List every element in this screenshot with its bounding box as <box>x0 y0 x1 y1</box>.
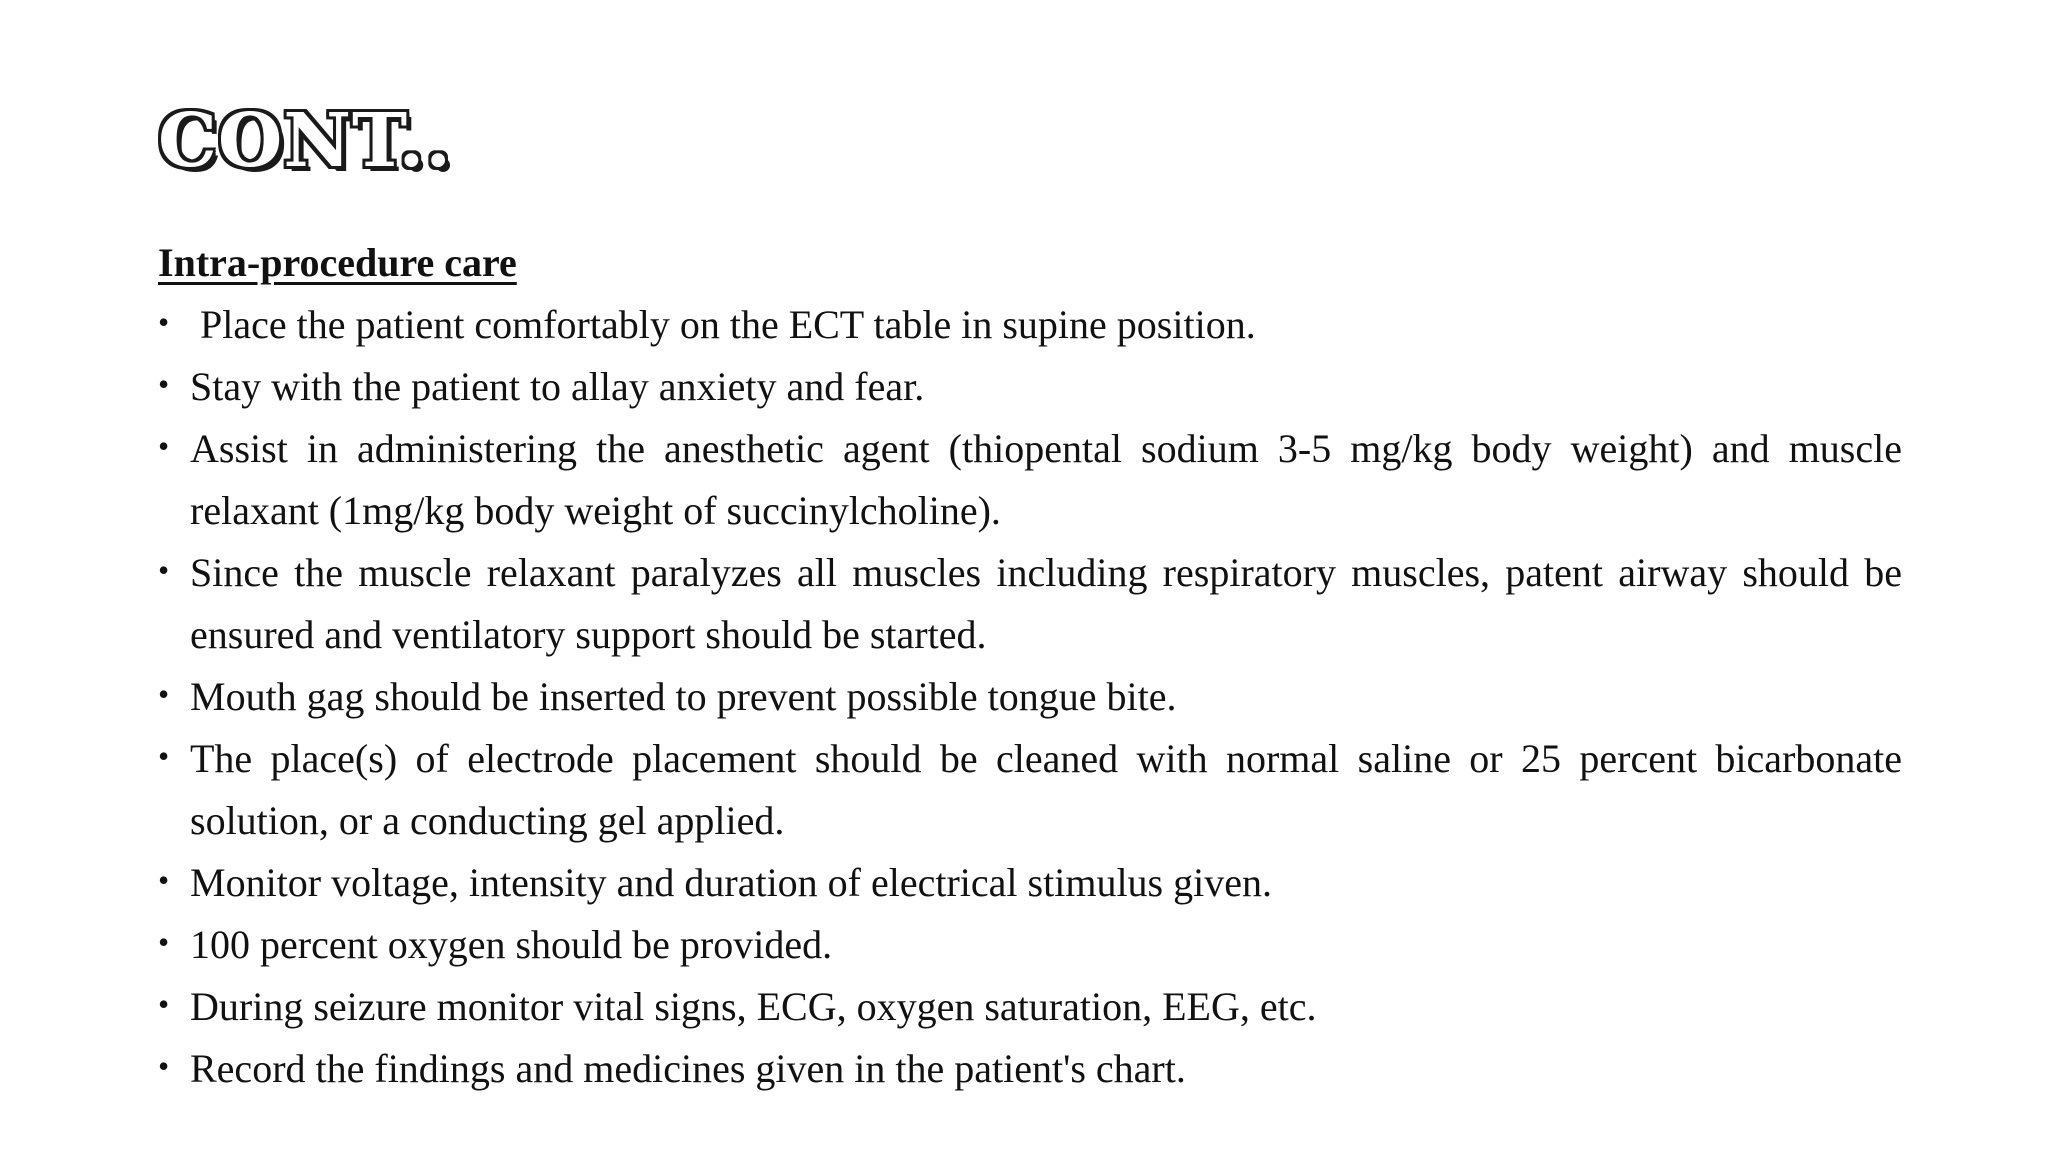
bullet-item <box>158 914 1902 976</box>
bullet-icon: • <box>158 862 170 898</box>
bullet-text: Assist in administering the anesthetic agent (thiopental sodium 3-5 mg/kg body weight) and muscle relaxant (1mg/kg body weight of succinylcholine). <box>190 426 1902 533</box>
bullet-icon: • <box>158 304 170 340</box>
bullet-item <box>158 418 1902 542</box>
bullet-item <box>158 356 1902 418</box>
bullet-icon: • <box>158 366 170 402</box>
bullet-item <box>158 294 1902 356</box>
bullet-icon: • <box>158 1048 170 1084</box>
bullet-text: Mouth gag should be inserted to prevent possible tongue bite. <box>190 674 1177 719</box>
bullet-text: Place the patient comfortably on the ECT table in supine position. <box>190 302 1256 347</box>
bullet-item <box>158 976 1902 1038</box>
bullet-text: The place(s) of electrode placement should be cleaned with normal saline or 25 percent bicarbonate solution, or a conducting gel applied. <box>190 736 1902 843</box>
bullet-text: During seizure monitor vital signs, ECG, oxygen saturation, EEG, etc. <box>190 984 1317 1029</box>
bullet-item <box>158 666 1902 728</box>
bullet-icon: • <box>158 552 170 588</box>
bullet-item <box>158 542 1902 666</box>
bullet-item <box>158 728 1902 852</box>
bullet-icon: • <box>158 676 170 712</box>
bullet-item <box>158 852 1902 914</box>
bullet-icon: • <box>158 428 170 464</box>
bullet-list <box>158 294 1902 1100</box>
bullet-text: Monitor voltage, intensity and duration of electrical stimulus given. <box>190 860 1272 905</box>
bullet-item <box>158 1038 1902 1100</box>
bullet-icon: • <box>158 738 170 774</box>
bullet-icon: • <box>158 986 170 1022</box>
bullet-text: Since the muscle relaxant paralyzes all muscles including respiratory muscles, patent airway should be ensured and ventilatory support should be started. <box>190 550 1902 657</box>
slide-title: CONT.. <box>158 98 453 184</box>
bullet-text: Record the findings and medicines given in the patient's chart. <box>190 1046 1186 1091</box>
bullet-icon: • <box>158 924 170 960</box>
section-heading: Intra-procedure care <box>158 240 517 285</box>
slide-content <box>158 232 1902 1100</box>
bullet-text: Stay with the patient to allay anxiety and fear. <box>190 364 925 409</box>
bullet-text: 100 percent oxygen should be provided. <box>190 922 833 967</box>
